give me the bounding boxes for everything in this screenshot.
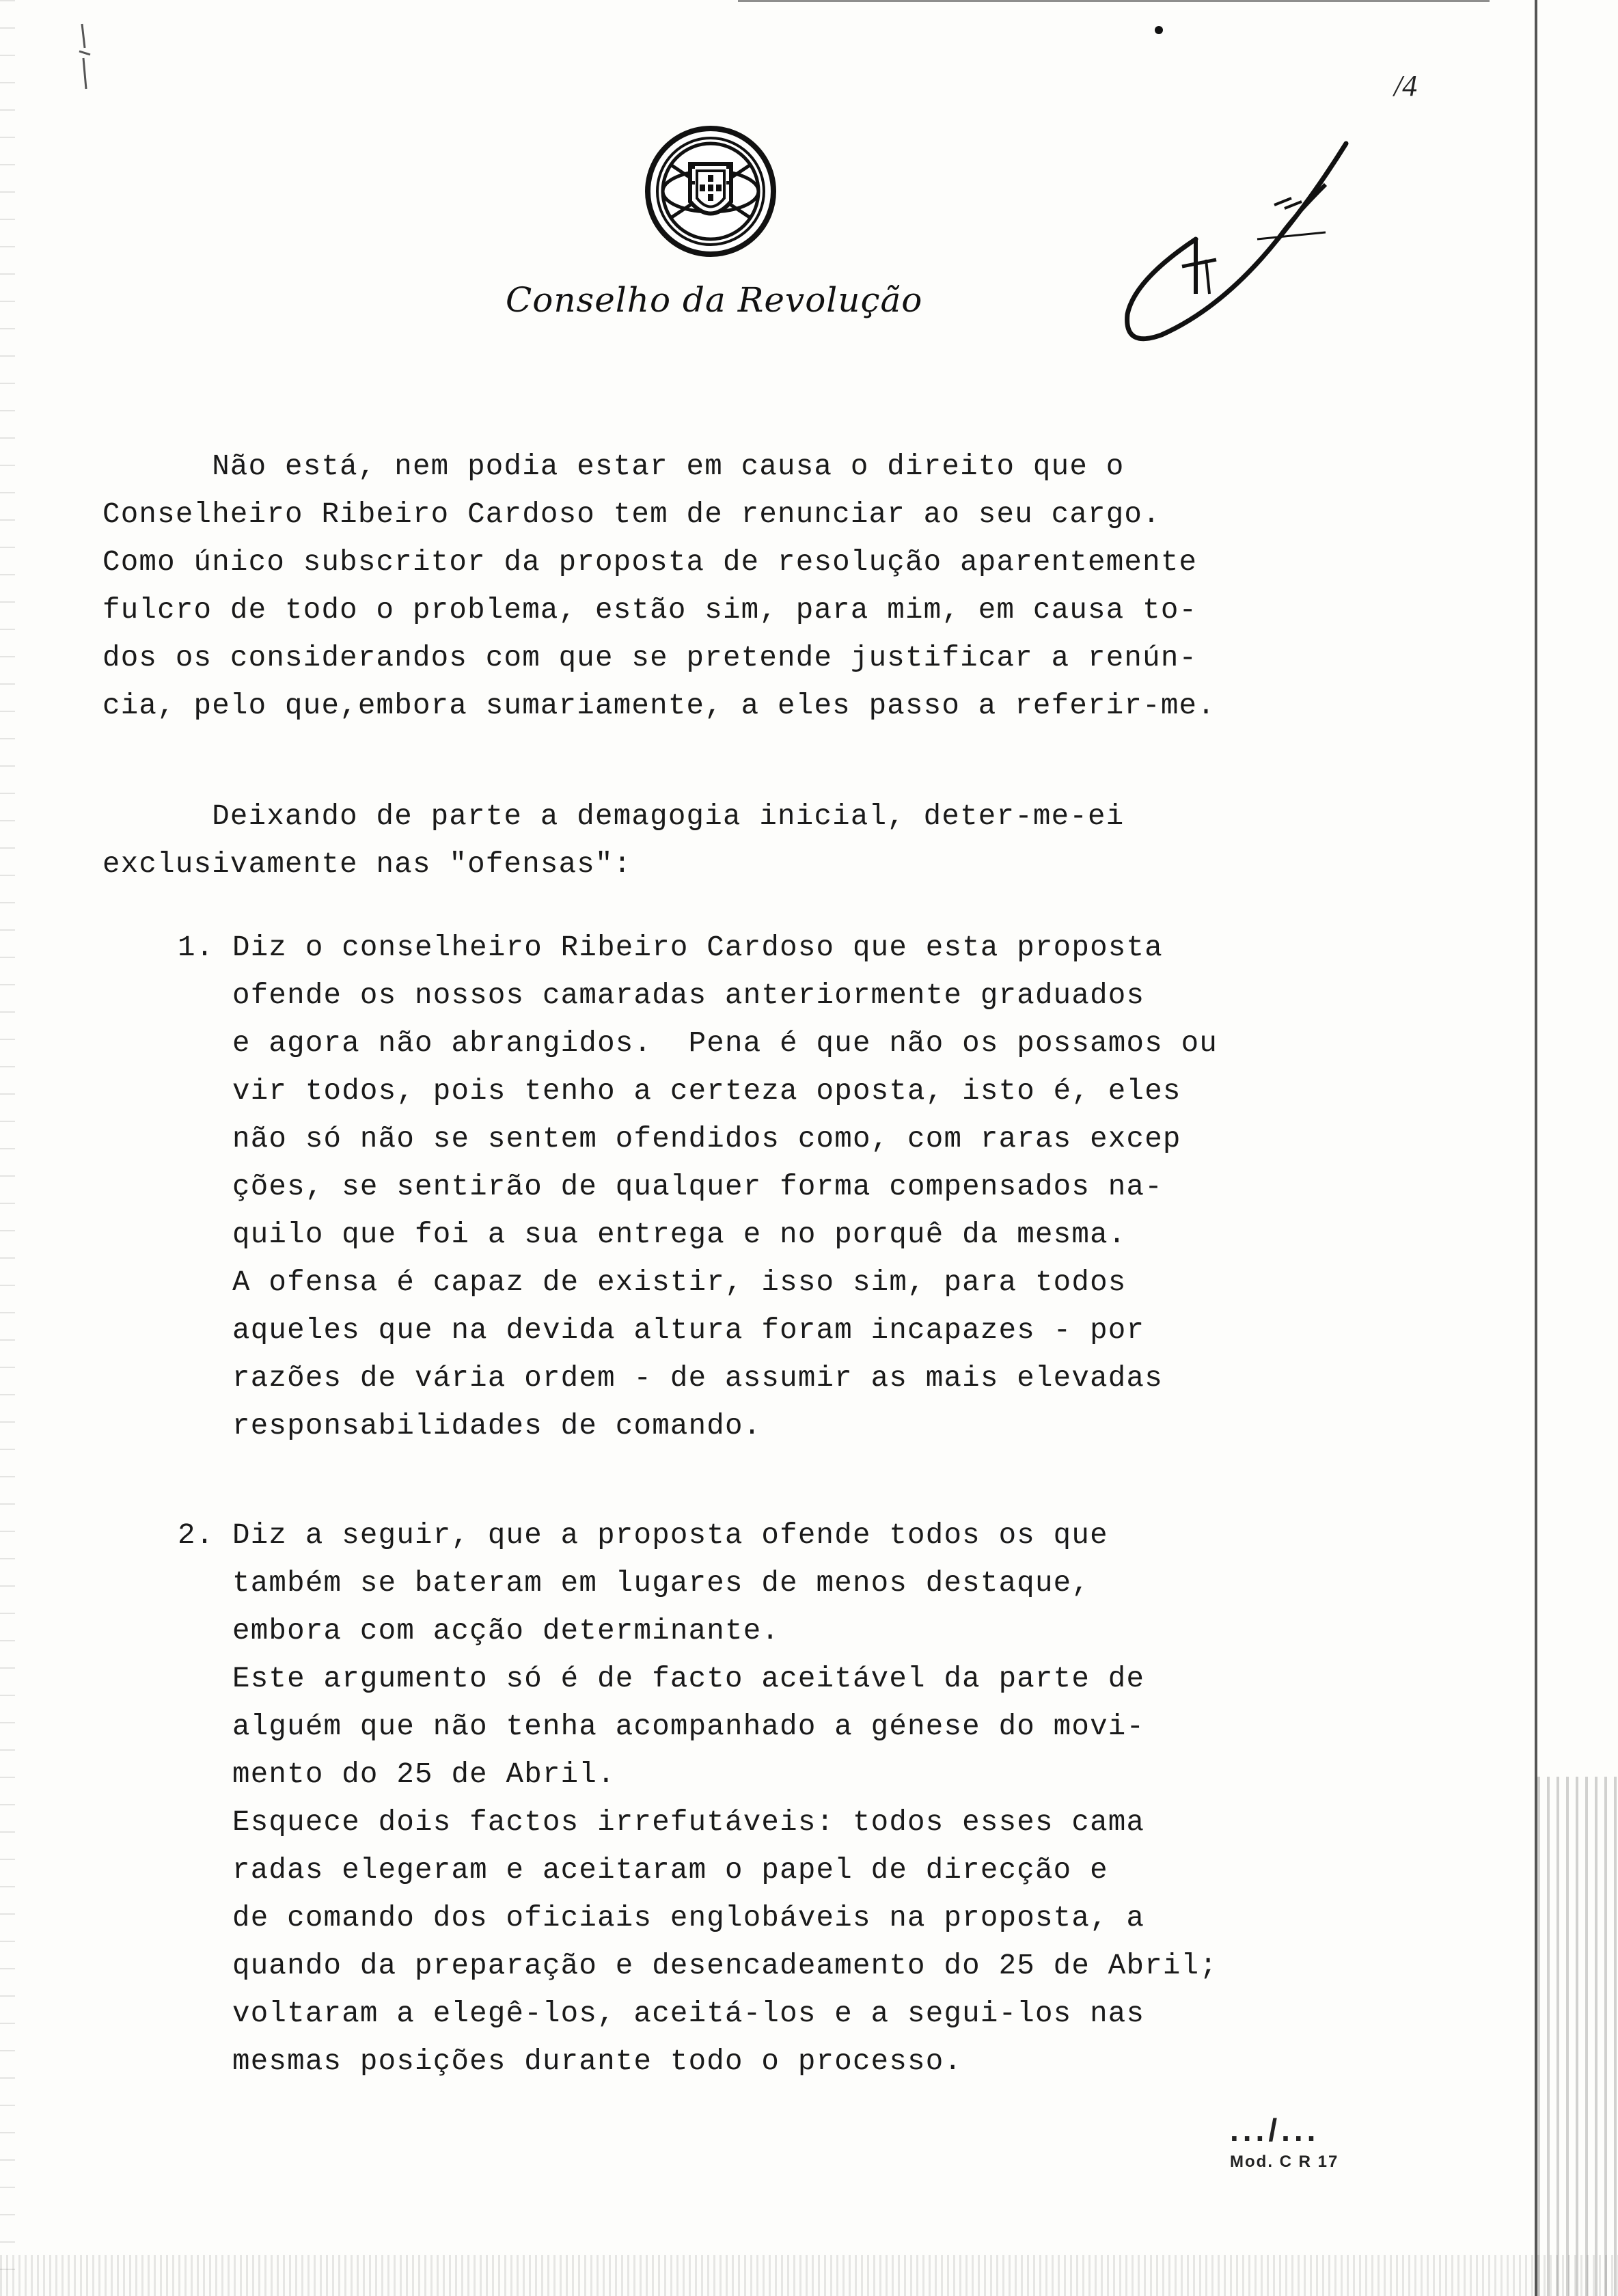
text-line: mesmas posições durante todo o processo. — [232, 2045, 963, 2078]
text-line: Não está, nem podia estar em causa o direito que o — [102, 450, 1125, 483]
text-line: razões de vária ordem - de assumir as mais elevadas — [232, 1362, 1163, 1395]
text-line: alguém que não tenha acompanhado a génese do movi- — [232, 1710, 1145, 1743]
portuguese-coat-of-arms-seal-icon — [642, 123, 779, 260]
text-line: ofende os nossos camaradas anteriormente graduados — [232, 979, 1145, 1012]
continuation-mark: .../... — [1230, 2112, 1320, 2148]
text-line: não só não se sentem ofendidos como, com raras excep — [232, 1123, 1181, 1156]
text-line: quando da preparação e desencadeamento do 25 de Abril; — [232, 1950, 1218, 1982]
paragraph-introduction — [102, 443, 1305, 730]
text-line: mento do 25 de Abril. — [232, 1758, 616, 1791]
text-line: Diz o conselheiro Ribeiro Cardoso que esta proposta — [232, 931, 1163, 964]
text-line: voltaram a elegê-los, aceitá-los e a segui-los nas — [232, 1997, 1145, 2030]
scan-noise-right-edge — [1537, 1777, 1618, 2296]
text-line: dos os considerandos com que se pretende justificar a renún- — [102, 642, 1198, 674]
scan-noise-left-edge — [0, 0, 15, 2296]
form-code: Mod. C R 17 — [1230, 2152, 1339, 2171]
scan-top-edge — [738, 0, 1490, 2]
numbered-item-2 — [178, 1512, 1312, 2086]
text-line: quilo que foi a sua entrega e no porquê da mesma. — [232, 1218, 1127, 1251]
item-number: 2. — [178, 1519, 215, 1552]
text-line: ções, se sentirão de qualquer forma compensados na- — [232, 1171, 1163, 1203]
text-line: Como único subscritor da proposta de resolução aparentemente — [102, 546, 1198, 579]
text-line: Diz a seguir, que a proposta ofende todos os que — [232, 1519, 1108, 1552]
text-line: embora com acção determinante. — [232, 1615, 780, 1648]
text-line: Esquece dois factos irrefutáveis: todos esses cama — [232, 1806, 1145, 1839]
text-line: radas elegeram e aceitaram o papel de direcção e — [232, 1854, 1108, 1887]
corner-smudge-icon — [75, 20, 96, 96]
numbered-item-1 — [178, 924, 1312, 1450]
text-line: responsabilidades de comando. — [232, 1410, 762, 1443]
page-number: /4 — [1394, 69, 1418, 102]
handwritten-signature-icon — [1121, 137, 1367, 355]
text-line: Deixando de parte a demagogia inicial, deter-me-ei — [102, 800, 1125, 833]
text-line: vir todos, pois tenho a certeza oposta, isto é, eles — [232, 1075, 1181, 1108]
text-line: Este argumento só é de facto aceitável da parte de — [232, 1663, 1145, 1695]
text-line: fulcro de todo o problema, estão sim, para mim, em causa to- — [102, 594, 1198, 627]
text-line: de comando dos oficiais englobáveis na proposta, a — [232, 1902, 1145, 1935]
ink-dot — [1155, 26, 1163, 34]
text-line: exclusivamente nas "ofensas": — [102, 848, 632, 881]
scan-noise-bottom-edge — [0, 2255, 1618, 2296]
text-line: Conselheiro Ribeiro Cardoso tem de renunciar ao seu cargo. — [102, 498, 1161, 531]
item-number: 1. — [178, 931, 215, 964]
paragraph-offenses-intro — [102, 793, 1305, 888]
text-line: também se bateram em lugares de menos destaque, — [232, 1567, 1091, 1600]
text-line: A ofensa é capaz de existir, isso sim, para todos — [232, 1266, 1127, 1299]
text-line: e agora não abrangidos. Pena é que não os possamos ou — [232, 1027, 1218, 1060]
text-line: aqueles que na devida altura foram incapazes - por — [232, 1314, 1145, 1347]
text-line: cia, pelo que,embora sumariamente, a eles passo a referir-me. — [102, 689, 1216, 722]
institution-letterhead: Conselho da Revolução — [506, 280, 923, 320]
